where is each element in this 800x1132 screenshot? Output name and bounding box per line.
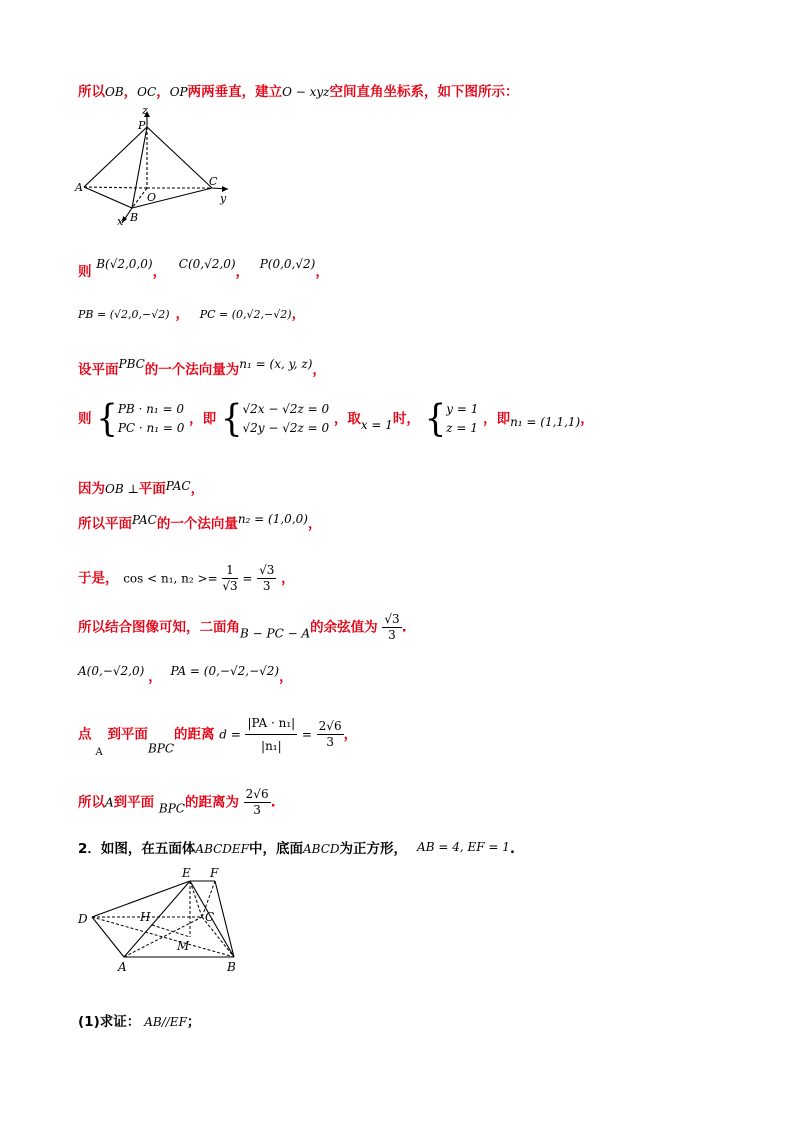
- label-x: x: [117, 215, 124, 228]
- line-6: 因为OB ⊥平面PAC，: [78, 479, 205, 497]
- edge-DA: [92, 917, 124, 957]
- edge-BC: [132, 188, 212, 208]
- label-B: B: [227, 960, 236, 974]
- edge-AB: [84, 187, 132, 208]
- brace-1: {: [96, 397, 118, 441]
- line-13-problem-2: 2．如图，在五面体ABCDEF中，底面ABCD为正方形， AB = 4, EF = 1.: [78, 840, 516, 857]
- line-2: 则 B(√2,0,0)， C(0,√2,0)， P(0,0,√2)，: [78, 257, 329, 280]
- figure-tetrahedron-coordinates: [72, 105, 242, 230]
- label-P: P: [138, 119, 146, 132]
- label-O: O: [147, 191, 157, 204]
- line-14-question-1: (1)求证： AB//EF；: [78, 1014, 201, 1030]
- label-H: H: [140, 910, 151, 924]
- label-D: D: [78, 912, 88, 926]
- edge-AO: [84, 187, 147, 188]
- label-M: M: [177, 939, 190, 953]
- line-10: A(0,−√2,0) ， PA = (0,−√2,−√2)，: [78, 664, 293, 685]
- label-E: E: [182, 866, 191, 880]
- line-12: 所以A到平面 BPC的距离为 $\frac{2√6}{3}$ .: [78, 787, 276, 817]
- segment-HM: [152, 925, 190, 937]
- label-B: B: [130, 211, 139, 224]
- line-11: 点$_A$ 到平面BPC的距离 d = $\frac{\text{|PA · n₁|}}{\text{|n₁|}}$ = $\frac{2√6}{3}$ ，: [78, 712, 357, 758]
- label-C: C: [205, 910, 215, 924]
- line-1: 所以OB，OC，OP两两垂直，建立O − xyz空间直角坐标系，如下图所示：: [78, 84, 519, 100]
- brace-3: {: [424, 397, 447, 441]
- line-3: PB = (√2,0,−√2) ， PC = (0,√2,−√2)，: [78, 306, 306, 322]
- label-z: z: [142, 105, 148, 117]
- label-A: A: [75, 181, 83, 194]
- line-9: 所以结合图像可知，二面角B − PC − A的余弦值为 $\frac{√3}{3}$ .: [78, 612, 407, 642]
- line-4: 设平面PBC的一个法向量为n₁ = (x, y, z)，: [78, 357, 326, 378]
- edge-PC: [147, 127, 212, 188]
- label-y: y: [220, 192, 227, 205]
- label-C: C: [209, 175, 218, 188]
- label-F: F: [210, 866, 219, 880]
- line-5: 则 { PB · n₁ = 0 PC · n₁ = 0 ，即 { √2x − √2z = 0 √2y − √2z = 0 ，取x = 1时， { y = 1 z = 1 ，即n₁ = (1,1,1)，: [78, 397, 594, 441]
- line-7: 所以平面PAC的一个法向量n₂ = (1,0,0)，: [78, 512, 322, 532]
- figure-pentahedron: [72, 865, 242, 975]
- brace-2: {: [220, 397, 243, 441]
- label-A: A: [118, 960, 127, 974]
- line-8: 于是， cos < n₁, n₂ >= $\frac{1}{√3}$ = $\frac{√3}{3}$ ，: [78, 563, 295, 593]
